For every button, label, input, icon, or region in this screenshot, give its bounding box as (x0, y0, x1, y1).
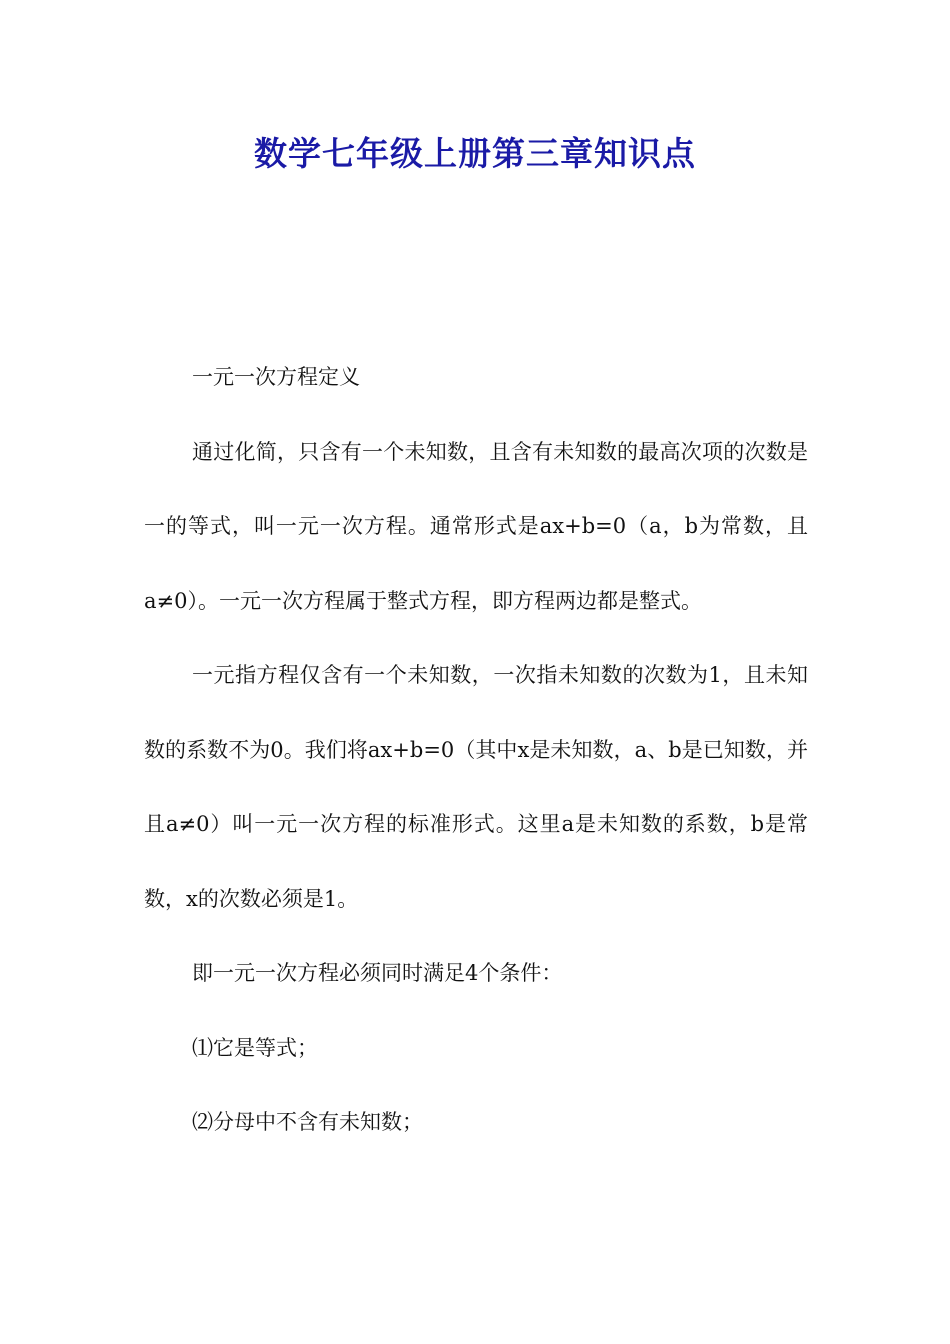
document-title: 数学七年级上册第三章知识点 (254, 134, 696, 173)
document-body (144, 340, 808, 1160)
section-heading: 一元一次方程定义 (192, 365, 360, 389)
paragraph-definition: 通过化简，只含有一个未知数，且含有未知数的最高次项的次数是一的等式，叫一元一次方程。通常形式是ax+b=0（a，b为常数，且a≠0）。一元一次方程属于整式方程，即方程两边都是整式。 (144, 439, 808, 613)
condition-item-2: ⑵分母中不含有未知数； (192, 1110, 423, 1134)
paragraph-conditions-intro: 即一元一次方程必须同时满足4个条件： (192, 961, 563, 985)
paragraph-explanation: 一元指方程仅含有一个未知数，一次指未知数的次数为1，且未知数的系数不为0。我们将ax+b=0（其中x是未知数，a、b是已知数，并且a≠0）叫一元一次方程的标准形式。这里a是未知数的系数，b是常数，x的次数必须是1。 (144, 663, 808, 911)
condition-item-1: ⑴它是等式； (192, 1035, 318, 1060)
